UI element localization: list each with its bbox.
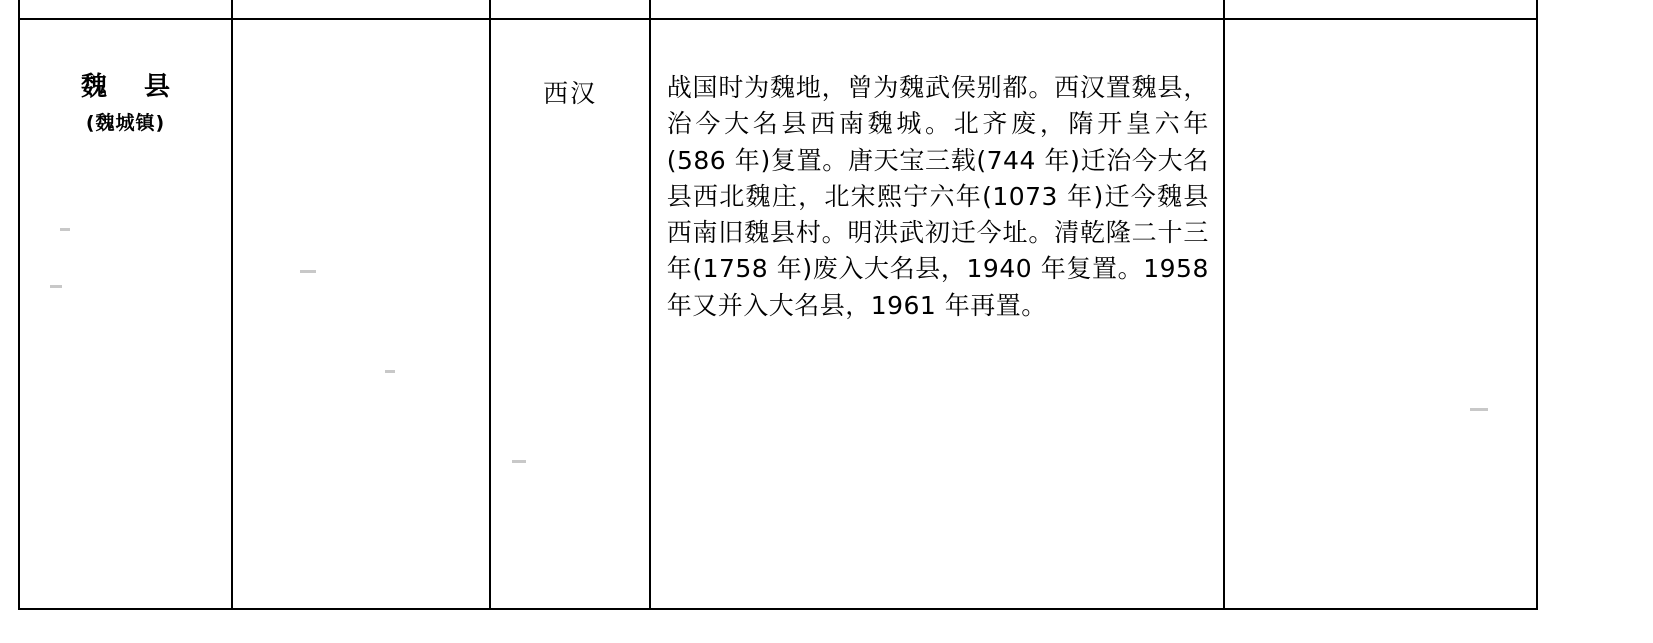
scan-speck [50, 285, 62, 288]
cell-blank1-partial [232, 0, 490, 19]
cell-blank2-partial [1224, 0, 1537, 19]
blank-content [233, 20, 489, 608]
scan-speck [385, 370, 395, 373]
county-name-block [20, 20, 231, 137]
cell-era-partial [490, 0, 649, 19]
scan-speck [60, 228, 70, 231]
table-body [19, 0, 1537, 609]
cell-blank-second-column [232, 19, 490, 609]
scan-speck [300, 270, 316, 273]
gazetteer-table [18, 0, 1538, 610]
era-label: 西汉 [543, 79, 598, 108]
cell-blank-last-column [1224, 19, 1537, 609]
cell-name-partial [19, 0, 232, 19]
cell-era [490, 19, 649, 609]
table-row [19, 19, 1537, 609]
blank-content-2 [1225, 20, 1536, 608]
cell-description [650, 19, 1224, 609]
table-row-partial [19, 0, 1537, 19]
description-text: 战国时为魏地，曾为魏武侯别都。西汉置魏县，治今大名县西南魏城。北齐废，隋开皇六年 (586 年)复置。唐天宝三载(744 年)迁治今大名县西北魏庄，北宋熙宁六年(1073 年)迁今魏县西南旧魏县村。明洪武初迁今址。清乾隆二十三年(1758 年)废入大名县，1940 年复置。1958 年又并入大名县，1961 年再置。 [666, 73, 1209, 320]
scan-speck [1470, 408, 1488, 411]
scan-speck [512, 460, 526, 463]
cell-desc-partial [650, 0, 1224, 19]
cell-county-name [19, 19, 232, 609]
county-seat-name: (魏城镇) [85, 112, 166, 135]
county-name: 魏 县 [80, 72, 185, 102]
